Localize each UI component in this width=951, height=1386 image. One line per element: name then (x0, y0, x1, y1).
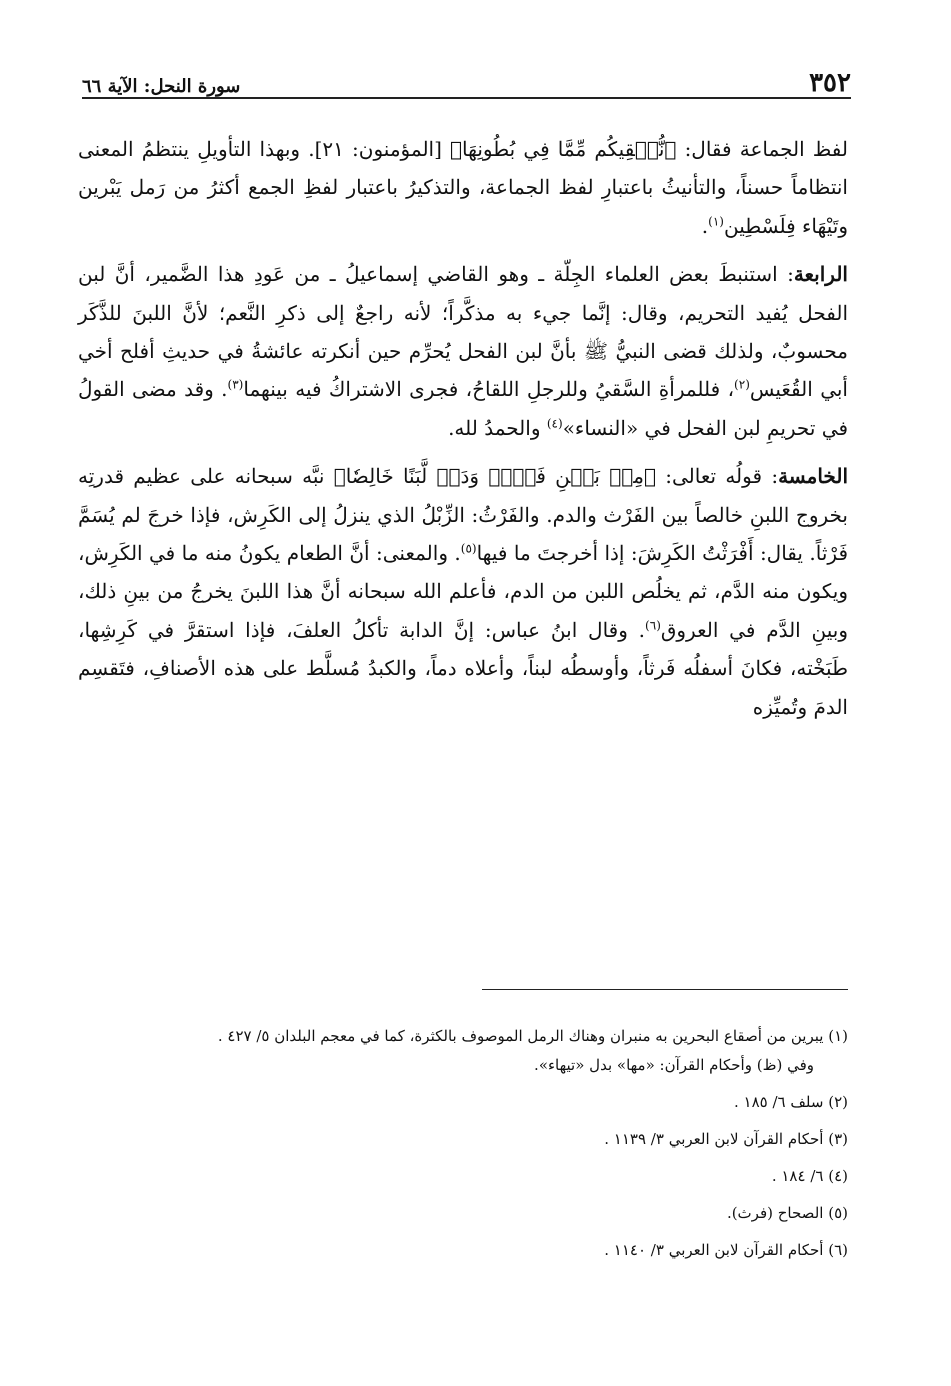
paragraph-1 (78, 130, 848, 245)
text-segment: : قولُه تعالى: ﴿مِنۢ بَيۡنِ فَرۡثٖ وَدَمٖ لَّبَنًا خَالِصٗا﴾ نبَّه سبحانه على عظيم قدرتِه بخروج اللبنِ خالصاً بين الفَرْث والدم. والفَرْثُ: الزِّبْلُ الذي ينزلُ إلى الكَرِش، فإذا خرجَ لم يُسَمَّ فَرْثاً. يقال: أَفْرَثْتُ الكَرِشَ: إذا أخرجتَ ما فيها (78, 464, 849, 566)
section-heading-fourth: الرابعة (793, 262, 848, 287)
footnote-number: (٤) (828, 1167, 848, 1185)
footnote-number: (٢) (828, 1093, 848, 1111)
main-text (78, 130, 848, 726)
footnote-ref-3[interactable]: (٣) (227, 377, 244, 392)
text-segment: : استنبطَ بعض العلماء الجِلّة ـ وهو القاضي إسماعيلُ ـ من عَودِ هذا الضَّمير، أنَّ لبن الفحل يُفيد التحريم، وقال: إنَّما جيء به مذكَّراً؛ لأنه راجعٌ إلى ذكرِ النَّعم؛ لأنَّ اللبنَ للذَّكَر محسوبٌ، ولذلك قضى النبيُّ ﷺ بأنَّ لبن الفحل يُحرِّم حين أنكرته عائشةُ في حديثِ أفلح أخي أبي القُعَيس (78, 262, 848, 402)
footnote-ref-2[interactable]: (٢) (734, 377, 750, 392)
footnote-1 (78, 1022, 848, 1080)
footnote-text: أحكام القرآن لابن العربي ٣/ ١١٣٩ . (604, 1130, 824, 1148)
footnote-6 (78, 1236, 848, 1265)
footnote-continuation: وفي (ظ) وأحكام القرآن: «مها» بدل «تيهاء». (534, 1056, 814, 1074)
page-number: ٣٥٢ (809, 68, 851, 98)
footnotes (78, 1022, 848, 1273)
footnote-number: (١) (828, 1027, 848, 1045)
footnote-2 (78, 1088, 848, 1117)
footnote-text: أحكام القرآن لابن العربي ٣/ ١١٤٠ . (604, 1241, 824, 1259)
footnote-number: (٦) (828, 1241, 848, 1259)
footnote-ref-6[interactable]: (٦) (645, 618, 661, 633)
text-segment: . (701, 213, 709, 238)
section-heading-fifth: الخامسة (778, 464, 848, 489)
paragraph-2 (78, 255, 848, 447)
text-segment: ، فللمرأةِ السَّقيُ وللرجلِ اللقاحُ، فجرى الاشتراكُ فيه بينهما (243, 377, 735, 402)
text-segment: . والمعنى: أنَّ الطعام يكونُ منه ما في الكَرِش، ويكون منه الدَّم، ثم يخلُص اللبن من الدم، فأعلم الله سبحانه أنَّ هذا اللبنَ يخرجُ من بينِ ذلك، وبينِ الدَّم في العروق (78, 541, 849, 642)
footnote-text: ٦/ ١٨٤ . (771, 1167, 824, 1185)
header-rule (82, 97, 851, 99)
footnote-number: (٥) (828, 1204, 848, 1222)
footnote-5 (78, 1199, 848, 1228)
running-head: سورة النحل: الآية ٦٦ (82, 76, 241, 97)
text-segment: . وقال ابنُ عباس: إنَّ الدابة تأكلُ العلفَ، فإذا استقرَّ في كَرِشِها، طَبَخْته، فكانَ أسفلُه فَرثاً، وأوسطُه لبناً، وأعلاه دماً، والكبدُ مُسلَّط على هذه الأصنافِ، فتَقسِم الدمَ وتُميِّزه (78, 617, 848, 719)
footnote-ref-4[interactable]: (٤) (546, 416, 563, 431)
footnote-text: سلف ٦/ ١٨٥ . (733, 1093, 824, 1111)
footnote-number: (٣) (828, 1130, 848, 1148)
footnote-ref-1[interactable]: (١) (708, 214, 724, 229)
text-segment: لفظ الجماعة فقال: ﴿نُّسۡقِيكُم مِّمَّا فِي بُطُونِهَا﴾ [المؤمنون: ٢١]. وبهذا التأويلِ ينتظمُ المعنى انتظاماً حسناً، والتأنيثُ باعتبارِ لفظ الجماعة، والتذكيرُ باعتبار لفظِ الجمع أكثرُ من رَمل يَبْرين وتَيْهَاء فِلَسْطِين (78, 137, 848, 238)
footnote-text: يبرين من أصقاع البحرين به منبران وهناك الرمل الموصوف بالكثرة، كما في معجم البلدان ٥/ ٤٢٧ . (217, 1027, 824, 1045)
text-segment: والحمدُ لله. (448, 415, 547, 440)
footnote-separator (482, 989, 848, 990)
page-header (82, 56, 851, 96)
footnote-ref-5[interactable]: (٥) (460, 541, 477, 556)
footnote-3 (78, 1125, 848, 1154)
footnote-4 (78, 1162, 848, 1191)
paragraph-3 (78, 457, 848, 726)
footnote-text: الصحاح (فرث). (726, 1204, 824, 1222)
text-segment: . وقد مضى القولُ في تحريمِ لبن الفحل في «النساء» (78, 377, 848, 440)
